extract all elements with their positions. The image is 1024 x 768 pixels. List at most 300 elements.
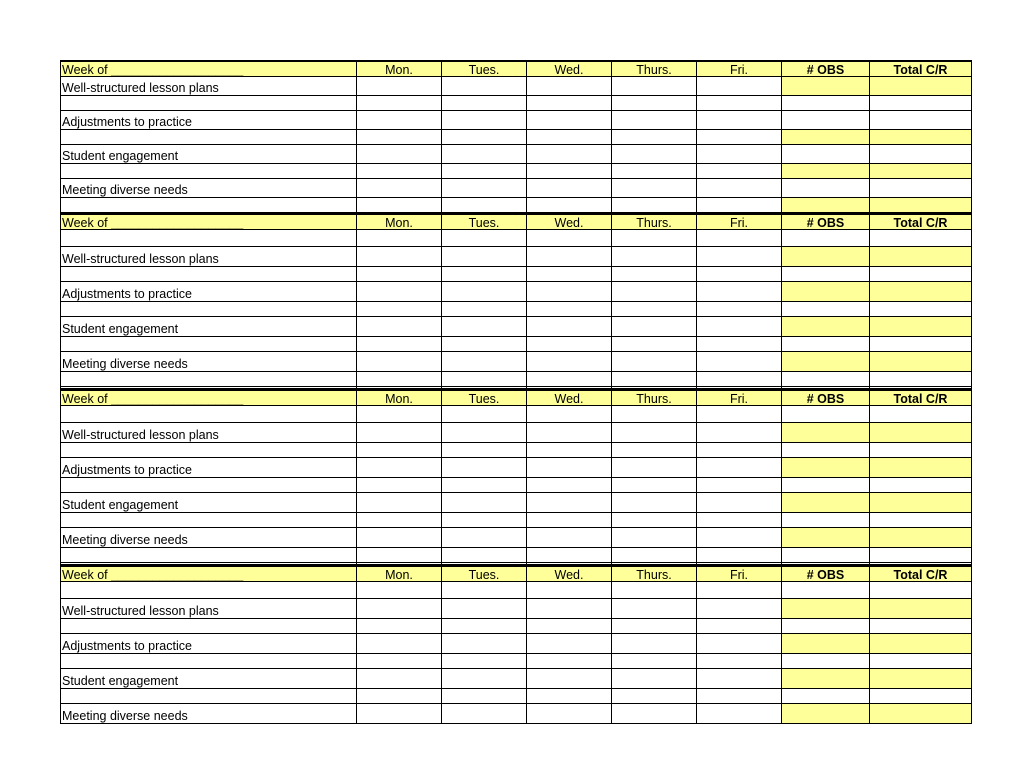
entry-cell-fri[interactable] — [697, 372, 782, 387]
criterion-label-engagement: Student engagement — [60, 317, 357, 337]
week-header-row — [60, 565, 972, 582]
day-header-wed: Wed. — [527, 214, 612, 230]
entry-cell-tues[interactable] — [442, 230, 527, 247]
spacer-row — [60, 443, 972, 458]
spacer-row — [60, 130, 972, 145]
entry-cell-wed[interactable] — [527, 111, 612, 130]
total-cr-cell[interactable] — [870, 282, 972, 302]
entry-cell-wed[interactable] — [527, 704, 612, 724]
total-cr-cell[interactable] — [870, 619, 972, 634]
day-header-wed: Wed. — [527, 61, 612, 77]
entry-cell-thurs[interactable] — [612, 458, 697, 478]
criterion-row — [60, 423, 972, 443]
obs-cell[interactable] — [782, 145, 870, 164]
criterion-row — [60, 317, 972, 337]
entry-cell-mon[interactable] — [357, 96, 442, 111]
entry-cell-fri[interactable] — [697, 111, 782, 130]
entry-cell-fri[interactable] — [697, 317, 782, 337]
entry-cell-fri[interactable] — [697, 513, 782, 528]
entry-cell-mon[interactable] — [357, 337, 442, 352]
entry-cell-thurs[interactable] — [612, 77, 697, 96]
entry-cell-thurs[interactable] — [612, 352, 697, 372]
entry-cell-mon[interactable] — [357, 130, 442, 145]
entry-cell-mon[interactable] — [357, 230, 442, 247]
entry-cell-tues[interactable] — [442, 372, 527, 387]
obs-cell[interactable] — [782, 654, 870, 669]
entry-cell-tues[interactable] — [442, 179, 527, 198]
entry-cell-tues[interactable] — [442, 130, 527, 145]
entry-cell-wed[interactable] — [527, 179, 612, 198]
entry-cell-tues[interactable] — [442, 548, 527, 563]
label-cell — [60, 443, 357, 458]
spacer-row — [60, 548, 972, 563]
total-cr-cell[interactable] — [870, 247, 972, 267]
entry-cell-fri[interactable] — [697, 164, 782, 179]
entry-cell-tues[interactable] — [442, 513, 527, 528]
entry-cell-fri[interactable] — [697, 130, 782, 145]
spacer-row — [60, 619, 972, 634]
entry-cell-fri[interactable] — [697, 423, 782, 443]
entry-cell-wed[interactable] — [527, 548, 612, 563]
criterion-row — [60, 352, 972, 372]
obs-cell[interactable] — [782, 704, 870, 724]
entry-cell-fri[interactable] — [697, 337, 782, 352]
criterion-row — [60, 77, 972, 96]
entry-cell-tues[interactable] — [442, 145, 527, 164]
criterion-label-lesson-plans: Well-structured lesson plans — [60, 77, 357, 96]
total-cr-cell[interactable] — [870, 267, 972, 282]
obs-cell[interactable] — [782, 179, 870, 198]
entry-cell-wed[interactable] — [527, 267, 612, 282]
entry-cell-tues[interactable] — [442, 689, 527, 704]
entry-cell-thurs[interactable] — [612, 372, 697, 387]
entry-cell-fri[interactable] — [697, 77, 782, 96]
obs-cell[interactable] — [782, 198, 870, 213]
obs-header: # OBS — [782, 566, 870, 582]
entry-cell-thurs[interactable] — [612, 247, 697, 267]
entry-cell-fri[interactable] — [697, 247, 782, 267]
entry-cell-thurs[interactable] — [612, 130, 697, 145]
entry-cell-tues[interactable] — [442, 406, 527, 423]
entry-cell-tues[interactable] — [442, 443, 527, 458]
entry-cell-tues[interactable] — [442, 619, 527, 634]
entry-cell-thurs[interactable] — [612, 443, 697, 458]
entry-cell-fri[interactable] — [697, 352, 782, 372]
obs-cell[interactable] — [782, 247, 870, 267]
total-cr-cell[interactable] — [870, 528, 972, 548]
entry-cell-thurs[interactable] — [612, 145, 697, 164]
obs-cell[interactable] — [782, 599, 870, 619]
entry-cell-thurs[interactable] — [612, 654, 697, 669]
entry-cell-mon[interactable] — [357, 77, 442, 96]
total-cr-cell[interactable] — [870, 130, 972, 145]
entry-cell-mon[interactable] — [357, 145, 442, 164]
entry-cell-fri[interactable] — [697, 478, 782, 493]
entry-cell-wed[interactable] — [527, 302, 612, 317]
entry-cell-mon[interactable] — [357, 513, 442, 528]
entry-cell-tues[interactable] — [442, 478, 527, 493]
entry-cell-fri[interactable] — [697, 654, 782, 669]
entry-cell-fri[interactable] — [697, 198, 782, 213]
entry-cell-mon[interactable] — [357, 282, 442, 302]
obs-cell[interactable] — [782, 478, 870, 493]
obs-cell[interactable] — [782, 164, 870, 179]
entry-cell-tues[interactable] — [442, 528, 527, 548]
criterion-row — [60, 458, 972, 478]
total-cr-cell[interactable] — [870, 423, 972, 443]
spacer-row — [60, 267, 972, 282]
entry-cell-fri[interactable] — [697, 443, 782, 458]
criterion-label-lesson-plans: Well-structured lesson plans — [60, 599, 357, 619]
entry-cell-mon[interactable] — [357, 689, 442, 704]
obs-header: # OBS — [782, 390, 870, 406]
obs-cell[interactable] — [782, 372, 870, 387]
entry-cell-thurs[interactable] — [612, 302, 697, 317]
total-cr-cell[interactable] — [870, 164, 972, 179]
entry-cell-wed[interactable] — [527, 619, 612, 634]
entry-cell-thurs[interactable] — [612, 669, 697, 689]
obs-cell[interactable] — [782, 634, 870, 654]
entry-cell-wed[interactable] — [527, 164, 612, 179]
entry-cell-tues[interactable] — [442, 96, 527, 111]
entry-cell-wed[interactable] — [527, 654, 612, 669]
entry-cell-fri[interactable] — [697, 493, 782, 513]
entry-cell-tues[interactable] — [442, 352, 527, 372]
entry-cell-thurs[interactable] — [612, 198, 697, 213]
entry-cell-mon[interactable] — [357, 267, 442, 282]
entry-cell-thurs[interactable] — [612, 528, 697, 548]
obs-cell[interactable] — [782, 96, 870, 111]
entry-cell-fri[interactable] — [697, 96, 782, 111]
entry-cell-wed[interactable] — [527, 406, 612, 423]
criterion-label-diverse-needs: Meeting diverse needs — [60, 179, 357, 198]
entry-cell-wed[interactable] — [527, 337, 612, 352]
entry-cell-mon[interactable] — [357, 111, 442, 130]
entry-cell-mon[interactable] — [357, 179, 442, 198]
entry-cell-fri[interactable] — [697, 179, 782, 198]
entry-cell-thurs[interactable] — [612, 111, 697, 130]
entry-cell-fri[interactable] — [697, 145, 782, 164]
week-header-row — [60, 213, 972, 230]
entry-cell-fri[interactable] — [697, 634, 782, 654]
entry-cell-wed[interactable] — [527, 478, 612, 493]
criterion-label-lesson-plans: Well-structured lesson plans — [60, 423, 357, 443]
entry-cell-thurs[interactable] — [612, 478, 697, 493]
entry-cell-mon[interactable] — [357, 548, 442, 563]
criterion-row — [60, 282, 972, 302]
entry-cell-tues[interactable] — [442, 599, 527, 619]
week-of-label: Week of ___________________ — [60, 61, 357, 77]
obs-cell[interactable] — [782, 111, 870, 130]
entry-cell-tues[interactable] — [442, 423, 527, 443]
week-block-1 — [60, 60, 972, 213]
week-header-row — [60, 60, 972, 77]
week-block-4 — [60, 565, 972, 724]
day-header-mon: Mon. — [357, 61, 442, 77]
criterion-row — [60, 599, 972, 619]
entry-cell-fri[interactable] — [697, 406, 782, 423]
entry-cell-thurs[interactable] — [612, 582, 697, 599]
spacer-row — [60, 198, 972, 213]
entry-cell-mon[interactable] — [357, 704, 442, 724]
entry-cell-tues[interactable] — [442, 704, 527, 724]
entry-cell-wed[interactable] — [527, 352, 612, 372]
obs-cell[interactable] — [782, 669, 870, 689]
total-cr-cell[interactable] — [870, 317, 972, 337]
entry-cell-mon[interactable] — [357, 317, 442, 337]
entry-cell-mon[interactable] — [357, 654, 442, 669]
obs-cell[interactable] — [782, 548, 870, 563]
entry-cell-fri[interactable] — [697, 669, 782, 689]
entry-cell-wed[interactable] — [527, 96, 612, 111]
entry-cell-fri[interactable] — [697, 230, 782, 247]
week-block-2 — [60, 213, 972, 389]
criterion-label-adjustments: Adjustments to practice — [60, 111, 357, 130]
entry-cell-fri[interactable] — [697, 528, 782, 548]
entry-cell-wed[interactable] — [527, 689, 612, 704]
entry-cell-thurs[interactable] — [612, 164, 697, 179]
total-cr-cell[interactable] — [870, 337, 972, 352]
entry-cell-tues[interactable] — [442, 669, 527, 689]
entry-cell-thurs[interactable] — [612, 423, 697, 443]
day-header-thurs: Thurs. — [612, 566, 697, 582]
entry-cell-tues[interactable] — [442, 198, 527, 213]
total-cr-cell[interactable] — [870, 689, 972, 704]
entry-cell-fri[interactable] — [697, 599, 782, 619]
obs-cell[interactable] — [782, 689, 870, 704]
entry-cell-mon[interactable] — [357, 582, 442, 599]
week-block-3 — [60, 389, 972, 565]
total-cr-cell[interactable] — [870, 634, 972, 654]
total-cr-cell[interactable] — [870, 230, 972, 247]
criterion-row — [60, 111, 972, 130]
total-cr-cell[interactable] — [870, 77, 972, 96]
week-of-label: Week of ___________________ — [60, 566, 357, 582]
entry-cell-mon[interactable] — [357, 599, 442, 619]
day-header-thurs: Thurs. — [612, 61, 697, 77]
total-cr-cell[interactable] — [870, 599, 972, 619]
criterion-label-engagement: Student engagement — [60, 493, 357, 513]
obs-cell[interactable] — [782, 582, 870, 599]
total-cr-cell[interactable] — [870, 352, 972, 372]
entry-cell-mon[interactable] — [357, 619, 442, 634]
week-header-row — [60, 389, 972, 406]
total-cr-cell[interactable] — [870, 111, 972, 130]
entry-cell-wed[interactable] — [527, 198, 612, 213]
entry-cell-mon[interactable] — [357, 443, 442, 458]
obs-cell[interactable] — [782, 528, 870, 548]
total-cr-cell[interactable] — [870, 548, 972, 563]
entry-cell-tues[interactable] — [442, 267, 527, 282]
label-cell — [60, 337, 357, 352]
day-header-fri: Fri. — [697, 214, 782, 230]
entry-cell-wed[interactable] — [527, 247, 612, 267]
criterion-label-engagement: Student engagement — [60, 145, 357, 164]
entry-cell-tues[interactable] — [442, 458, 527, 478]
obs-cell[interactable] — [782, 302, 870, 317]
total-cr-cell[interactable] — [870, 302, 972, 317]
label-cell — [60, 513, 357, 528]
total-cr-cell[interactable] — [870, 406, 972, 423]
entry-cell-fri[interactable] — [697, 267, 782, 282]
entry-cell-mon[interactable] — [357, 372, 442, 387]
entry-cell-wed[interactable] — [527, 634, 612, 654]
entry-cell-wed[interactable] — [527, 458, 612, 478]
entry-cell-tues[interactable] — [442, 302, 527, 317]
entry-cell-mon[interactable] — [357, 247, 442, 267]
entry-cell-mon[interactable] — [357, 164, 442, 179]
entry-cell-fri[interactable] — [697, 689, 782, 704]
entry-cell-fri[interactable] — [697, 582, 782, 599]
obs-cell[interactable] — [782, 458, 870, 478]
entry-cell-mon[interactable] — [357, 634, 442, 654]
entry-cell-mon[interactable] — [357, 669, 442, 689]
entry-cell-tues[interactable] — [442, 493, 527, 513]
entry-cell-thurs[interactable] — [612, 548, 697, 563]
entry-cell-mon[interactable] — [357, 352, 442, 372]
entry-cell-fri[interactable] — [697, 282, 782, 302]
entry-cell-mon[interactable] — [357, 406, 442, 423]
entry-cell-fri[interactable] — [697, 704, 782, 724]
entry-cell-tues[interactable] — [442, 282, 527, 302]
obs-cell[interactable] — [782, 513, 870, 528]
entry-cell-tues[interactable] — [442, 247, 527, 267]
entry-cell-mon[interactable] — [357, 198, 442, 213]
entry-cell-tues[interactable] — [442, 164, 527, 179]
day-header-fri: Fri. — [697, 390, 782, 406]
entry-cell-wed[interactable] — [527, 493, 612, 513]
obs-cell[interactable] — [782, 337, 870, 352]
obs-cell[interactable] — [782, 77, 870, 96]
total-cr-cell[interactable] — [870, 704, 972, 724]
total-cr-cell[interactable] — [870, 458, 972, 478]
total-cr-cell[interactable] — [870, 145, 972, 164]
criterion-row — [60, 634, 972, 654]
entry-cell-mon[interactable] — [357, 423, 442, 443]
obs-cell[interactable] — [782, 493, 870, 513]
entry-cell-wed[interactable] — [527, 372, 612, 387]
obs-cell[interactable] — [782, 352, 870, 372]
entry-cell-tues[interactable] — [442, 111, 527, 130]
obs-cell[interactable] — [782, 317, 870, 337]
entry-cell-thurs[interactable] — [612, 96, 697, 111]
total-cr-cell[interactable] — [870, 179, 972, 198]
entry-cell-wed[interactable] — [527, 582, 612, 599]
obs-cell[interactable] — [782, 230, 870, 247]
entry-cell-thurs[interactable] — [612, 282, 697, 302]
obs-cell[interactable] — [782, 619, 870, 634]
entry-cell-wed[interactable] — [527, 513, 612, 528]
entry-cell-thurs[interactable] — [612, 704, 697, 724]
entry-cell-tues[interactable] — [442, 654, 527, 669]
entry-cell-thurs[interactable] — [612, 619, 697, 634]
entry-cell-tues[interactable] — [442, 337, 527, 352]
obs-cell[interactable] — [782, 130, 870, 145]
spacer-row — [60, 96, 972, 111]
total-cr-cell[interactable] — [870, 513, 972, 528]
entry-cell-thurs[interactable] — [612, 337, 697, 352]
total-cr-cell[interactable] — [870, 654, 972, 669]
entry-cell-thurs[interactable] — [612, 493, 697, 513]
label-cell — [60, 198, 357, 213]
entry-cell-thurs[interactable] — [612, 406, 697, 423]
entry-cell-fri[interactable] — [697, 302, 782, 317]
label-cell — [60, 478, 357, 493]
entry-cell-thurs[interactable] — [612, 267, 697, 282]
entry-cell-tues[interactable] — [442, 582, 527, 599]
day-header-tues: Tues. — [442, 390, 527, 406]
entry-cell-tues[interactable] — [442, 317, 527, 337]
label-cell — [60, 689, 357, 704]
criterion-label-adjustments: Adjustments to practice — [60, 282, 357, 302]
entry-cell-mon[interactable] — [357, 478, 442, 493]
criterion-row — [60, 145, 972, 164]
total-cr-cell[interactable] — [870, 582, 972, 599]
entry-cell-mon[interactable] — [357, 458, 442, 478]
obs-cell[interactable] — [782, 267, 870, 282]
entry-cell-wed[interactable] — [527, 443, 612, 458]
total-cr-cell[interactable] — [870, 443, 972, 458]
entry-cell-thurs[interactable] — [612, 179, 697, 198]
obs-cell[interactable] — [782, 406, 870, 423]
criterion-label-diverse-needs: Meeting diverse needs — [60, 704, 357, 724]
entry-cell-mon[interactable] — [357, 302, 442, 317]
entry-cell-wed[interactable] — [527, 423, 612, 443]
entry-cell-wed[interactable] — [527, 145, 612, 164]
label-cell — [60, 302, 357, 317]
entry-cell-mon[interactable] — [357, 528, 442, 548]
total-cr-cell[interactable] — [870, 478, 972, 493]
day-header-fri: Fri. — [697, 566, 782, 582]
criterion-row — [60, 493, 972, 513]
criterion-label-adjustments: Adjustments to practice — [60, 458, 357, 478]
criterion-row — [60, 704, 972, 724]
criterion-label-lesson-plans: Well-structured lesson plans — [60, 247, 357, 267]
day-header-wed: Wed. — [527, 390, 612, 406]
entry-cell-wed[interactable] — [527, 669, 612, 689]
entry-cell-thurs[interactable] — [612, 634, 697, 654]
entry-cell-thurs[interactable] — [612, 230, 697, 247]
entry-cell-wed[interactable] — [527, 282, 612, 302]
obs-cell[interactable] — [782, 443, 870, 458]
total-cr-cell[interactable] — [870, 493, 972, 513]
obs-cell[interactable] — [782, 282, 870, 302]
entry-cell-wed[interactable] — [527, 599, 612, 619]
entry-cell-wed[interactable] — [527, 230, 612, 247]
entry-cell-mon[interactable] — [357, 493, 442, 513]
entry-cell-tues[interactable] — [442, 634, 527, 654]
entry-cell-fri[interactable] — [697, 619, 782, 634]
entry-cell-wed[interactable] — [527, 130, 612, 145]
total-cr-cell[interactable] — [870, 96, 972, 111]
entry-cell-wed[interactable] — [527, 528, 612, 548]
obs-header: # OBS — [782, 61, 870, 77]
total-cr-cell[interactable] — [870, 372, 972, 387]
entry-cell-thurs[interactable] — [612, 689, 697, 704]
total-cr-cell[interactable] — [870, 198, 972, 213]
obs-cell[interactable] — [782, 423, 870, 443]
total-cr-cell[interactable] — [870, 669, 972, 689]
entry-cell-tues[interactable] — [442, 77, 527, 96]
entry-cell-fri[interactable] — [697, 548, 782, 563]
entry-cell-wed[interactable] — [527, 317, 612, 337]
entry-cell-thurs[interactable] — [612, 599, 697, 619]
entry-cell-thurs[interactable] — [612, 513, 697, 528]
entry-cell-fri[interactable] — [697, 458, 782, 478]
criterion-label-diverse-needs: Meeting diverse needs — [60, 528, 357, 548]
entry-cell-thurs[interactable] — [612, 317, 697, 337]
entry-cell-wed[interactable] — [527, 77, 612, 96]
